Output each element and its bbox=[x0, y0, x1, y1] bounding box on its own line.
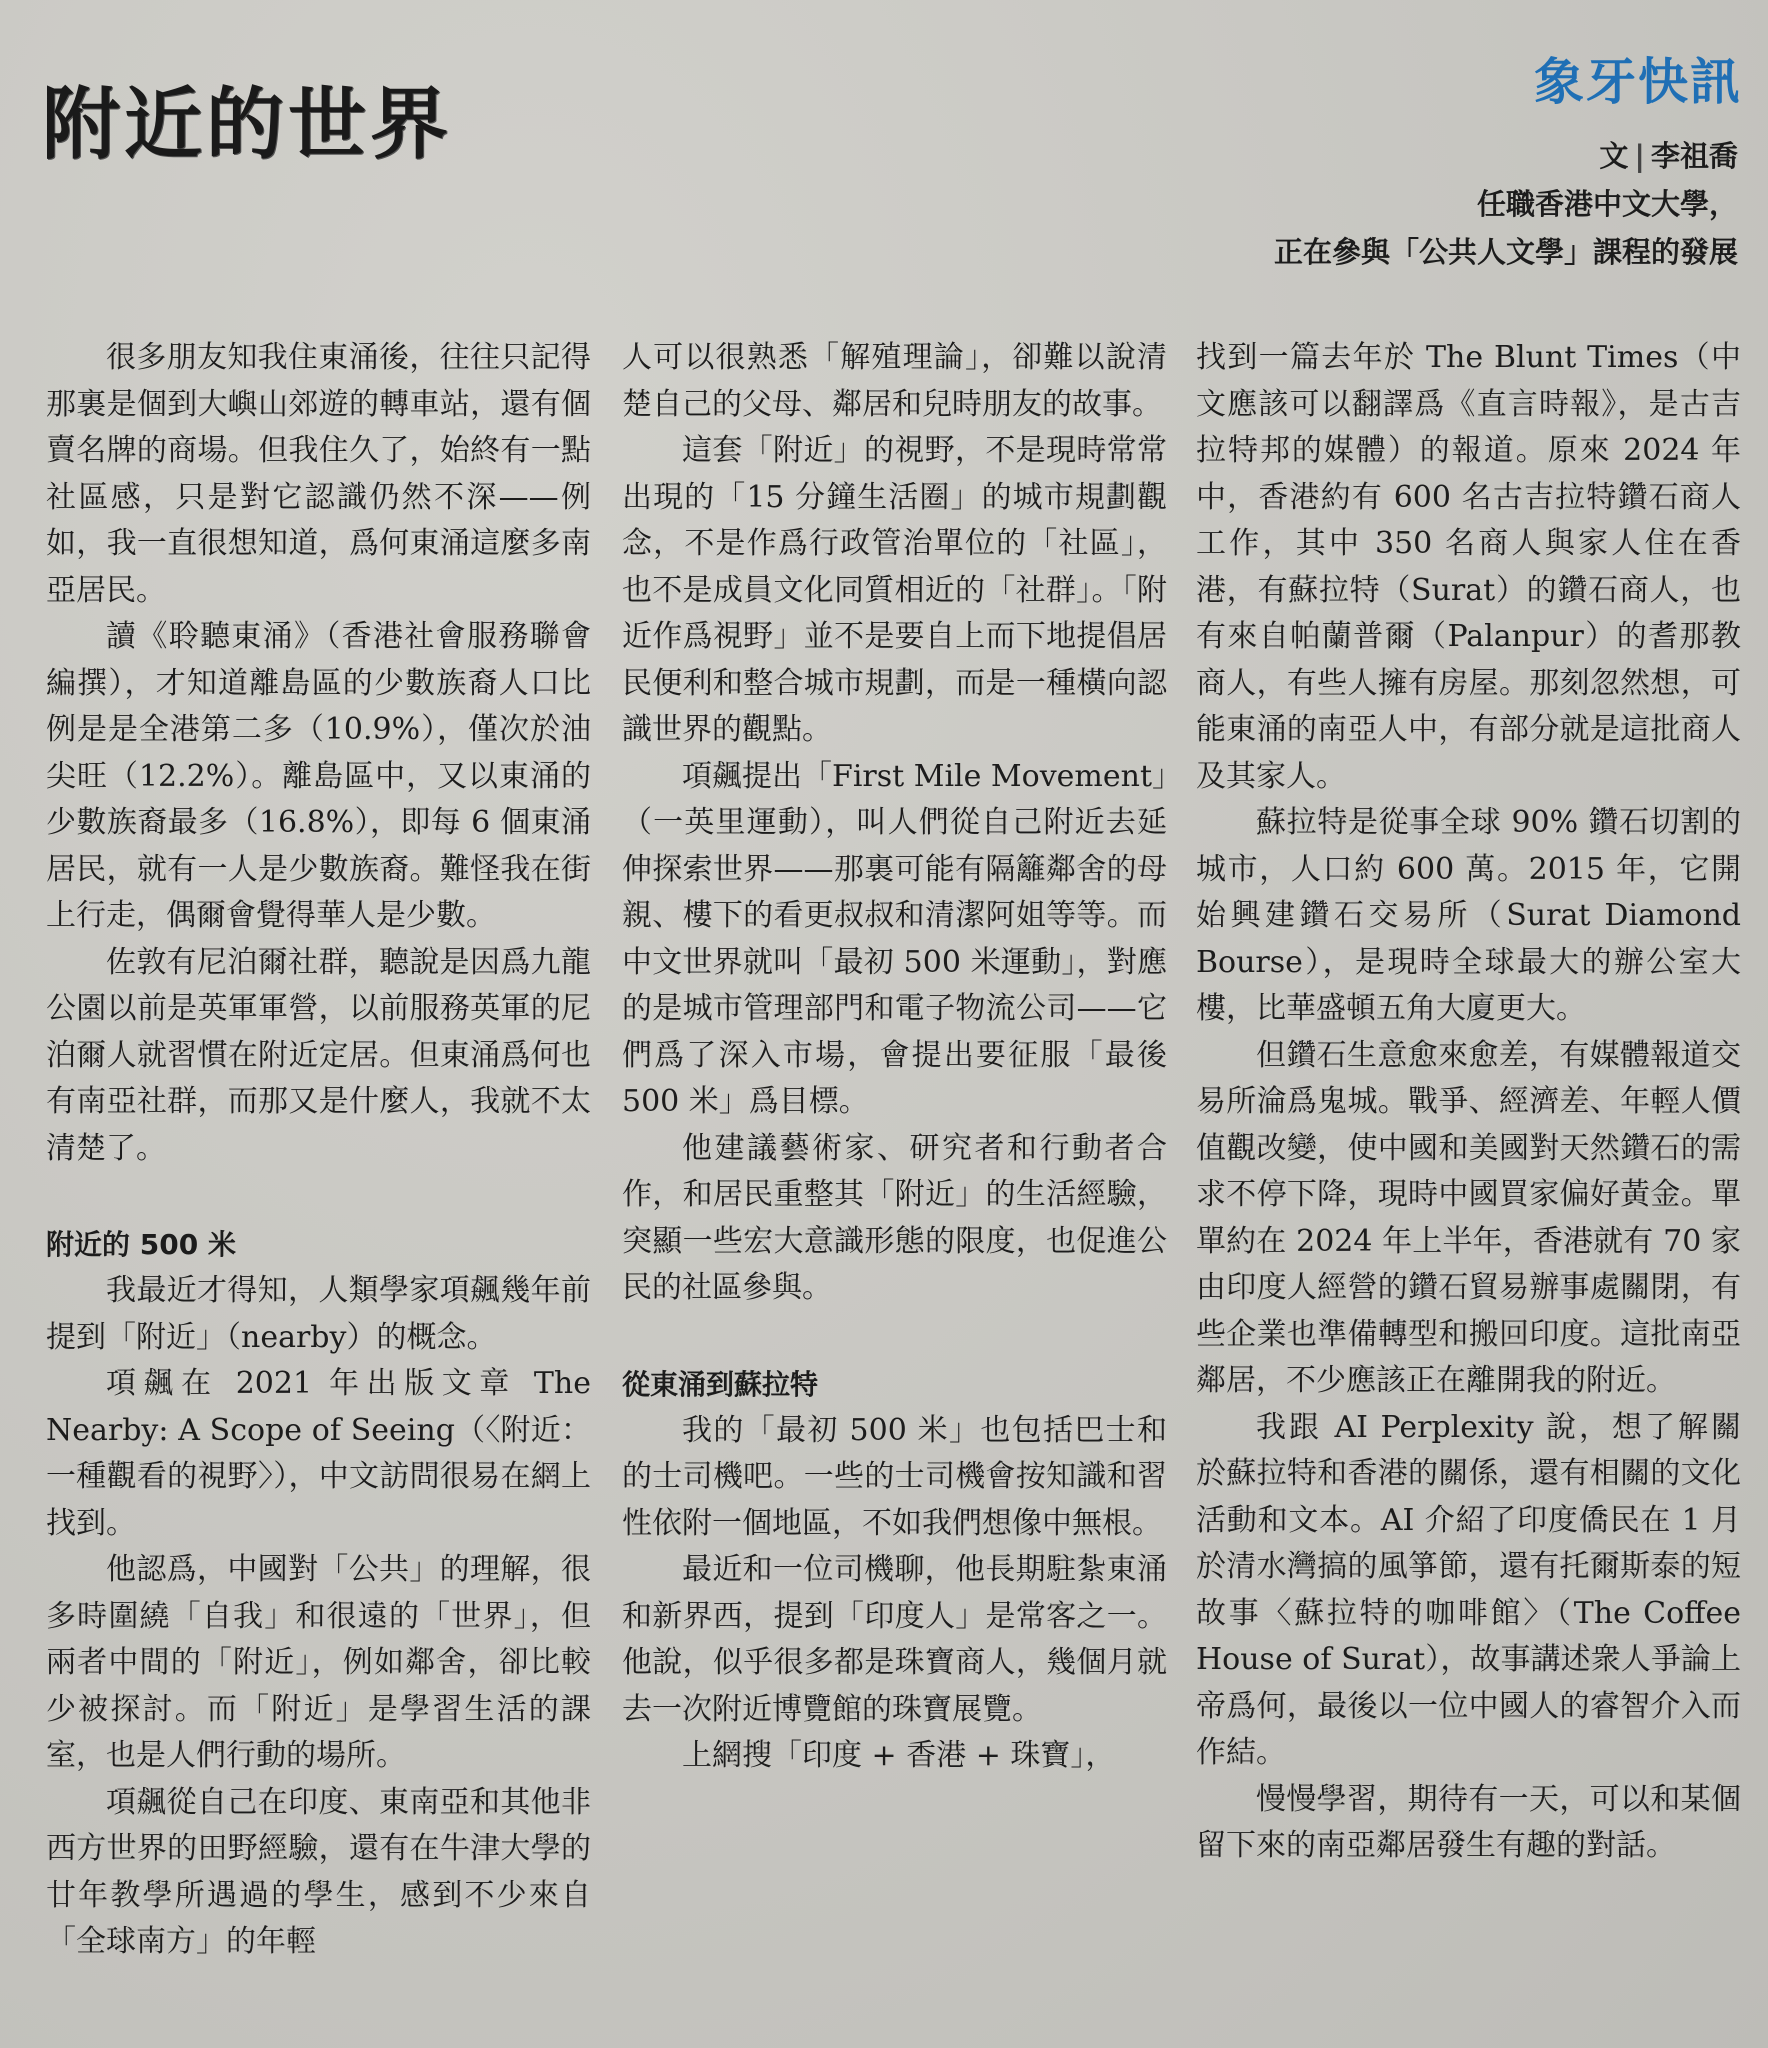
column-name: 象牙快訊 bbox=[1534, 53, 1742, 111]
article-column-3 bbox=[1196, 335, 1741, 1870]
byline bbox=[1274, 132, 1738, 276]
paragraph: 找到一篇去年於 The Blunt Times（中文應該可以翻譯爲《直言時報》，是古吉拉特邦的媒體）的報道。原來 2024 年中，香港約有 600 名古吉拉特鑽石商人工作，其中 350 名商人與家人住在香港，有蘇拉特（Surat）的鑽石商人，也有來自帕蘭普爾（Palanpur）的耆那教商人，有些人擁有房屋。那刻忽然想，可能東涌的南亞人中，有部分就是這批商人及其家人。 bbox=[1196, 340, 1741, 794]
paragraph: 最近和一位司機聊，他長期駐紮東涌和新界西，提到「印度人」是常客之一。他說，似乎很多都是珠寶商人，幾個月就去一次附近博覽館的珠寶展覽。 bbox=[622, 1552, 1167, 1727]
paragraph: 上網搜「印度 + 香港 + 珠寶」， bbox=[682, 1738, 1116, 1773]
paragraph: 項飆提出「First Mile Movement」（一英里運動），叫人們從自己附近去延伸探索世界——那裏可能有隔籬鄰舍的母親、樓下的看更叔叔和清潔阿姐等等。而中文世界就叫「最初 500 米運動」，對應的是城市管理部門和電子物流公司——它們爲了深入市場，會提出要征服「最後 500 米」爲目標。 bbox=[622, 758, 1167, 1119]
paragraph: 項飆在 2021 年出版文章 The Nearby: A Scope of Seeing（〈附近：一種觀看的視野〉），中文訪問很易在網上找到。 bbox=[46, 1366, 591, 1541]
byline-prefix: 文 bbox=[1599, 139, 1629, 173]
paragraph: 這套「附近」的視野，不是現時常常出現的「15 分鐘生活圈」的城市規劃觀念，不是作爲行政管治單位的「社區」，也不是成員文化同質相近的「社群」。「附近作爲視野」並不是要自上而下地提倡居民便利和整合城市規劃，而是一種橫向認識世界的觀點。 bbox=[622, 433, 1167, 747]
paragraph: 人可以很熟悉「解殖理論」，卻難以說清楚自己的父母、鄰居和兒時朋友的故事。 bbox=[622, 340, 1167, 422]
paragraph: 佐敦有尼泊爾社群，聽說是因爲九龍公園以前是英軍軍營，以前服務英軍的尼泊爾人就習慣在附近定居。但東涌爲何也有南亞社群，而那又是什麼人，我就不太清楚了。 bbox=[46, 944, 591, 1166]
paragraph: 我的「最初 500 米」也包括巴士和的士司機吧。一些的士司機會按知識和習性依附一個地區，不如我們想像中無根。 bbox=[622, 1412, 1167, 1541]
paragraph: 很多朋友知我住東涌後，往往只記得那裏是個到大嶼山郊遊的轉車站，還有個賣名牌的商場。但我住久了，始終有一點社區感，只是對它認識仍然不深——例如，我一直很想知道，爲何東涌這麼多南亞居民。 bbox=[46, 340, 591, 608]
paragraph: 慢慢學習，期待有一天，可以和某個留下來的南亞鄰居發生有趣的對話。 bbox=[1196, 1781, 1741, 1863]
article-column-1 bbox=[46, 335, 591, 1966]
section-heading: 附近的 500 米 bbox=[46, 1228, 236, 1261]
paragraph: 讀《聆聽東涌》（香港社會服務聯會編撰），才知道離島區的少數族裔人口比例是是全港第二多（10.9%），僅次於油尖旺（12.2%）。離島區中，又以東涌的少數族裔最多（16.8%），即每 6 個東涌居民，就有一人是少數族裔。難怪我在街上行走，偶爾會覺得華人是少數。 bbox=[46, 619, 591, 933]
byline-separator: | bbox=[1634, 139, 1645, 173]
article-title: 附近的世界 bbox=[42, 80, 453, 170]
paragraph: 他建議藝術家、研究者和行動者合作，和居民重整其「附近」的生活經驗，突顯一些宏大意識形態的限度，也促進公民的社區參與。 bbox=[622, 1130, 1167, 1305]
author-description-2: 正在參與「公共人文學」課程的發展 bbox=[1273, 235, 1738, 269]
author-name: 李祖喬 bbox=[1650, 139, 1738, 173]
paragraph: 但鑽石生意愈來愈差，有媒體報道交易所淪爲鬼城。戰爭、經濟差、年輕人價值觀改變，使中國和美國對天然鑽石的需求不停下降，現時中國買家偏好黃金。單單約在 2024 年上半年，香港就有 70 家由印度人經營的鑽石貿易辦事處關閉，有些企業也準備轉型和搬回印度。這批南亞鄰居，不少應該正在離開我的附近。 bbox=[1196, 1037, 1741, 1398]
paragraph: 他認爲，中國對「公共」的理解，很多時圍繞「自我」和很遠的「世界」，但兩者中間的「附近」，例如鄰舍，卻比較少被探討。而「附近」是學習生活的課室，也是人們行動的場所。 bbox=[46, 1552, 591, 1773]
paragraph: 我最近才得知，人類學家項飆幾年前提到「附近」（nearby）的概念。 bbox=[46, 1273, 591, 1355]
section-heading: 從東涌到蘇拉特 bbox=[622, 1367, 819, 1401]
author-line bbox=[1274, 132, 1738, 180]
paragraph: 蘇拉特是從事全球 90% 鑽石切割的城市，人口約 600 萬。2015 年，它開始興建鑽石交易所（Surat Diamond Bourse），是現時全球最大的辦公室大樓，比華盛頓五角大廈更大。 bbox=[1196, 805, 1741, 1026]
article-column-2 bbox=[622, 335, 1167, 1780]
paragraph: 項飆從自己在印度、東南亞和其他非西方世界的田野經驗，還有在牛津大學的廿年教學所遇過的學生，感到不少來自「全球南方」的年輕 bbox=[46, 1784, 591, 1959]
paragraph: 我跟 AI Perplexity 說，想了解關於蘇拉特和香港的關係，還有相關的文化活動和文本。AI 介紹了印度僑民在 1 月於清水灣搞的風箏節，還有托爾斯泰的短故事〈蘇拉特的咖啡館〉（The Coffee House of Surat），故事講述衆人爭論上帝爲何，最後以一位中國人的睿智介入而作結。 bbox=[1196, 1409, 1741, 1770]
author-description-1: 任職香港中文大學， bbox=[1476, 187, 1738, 221]
